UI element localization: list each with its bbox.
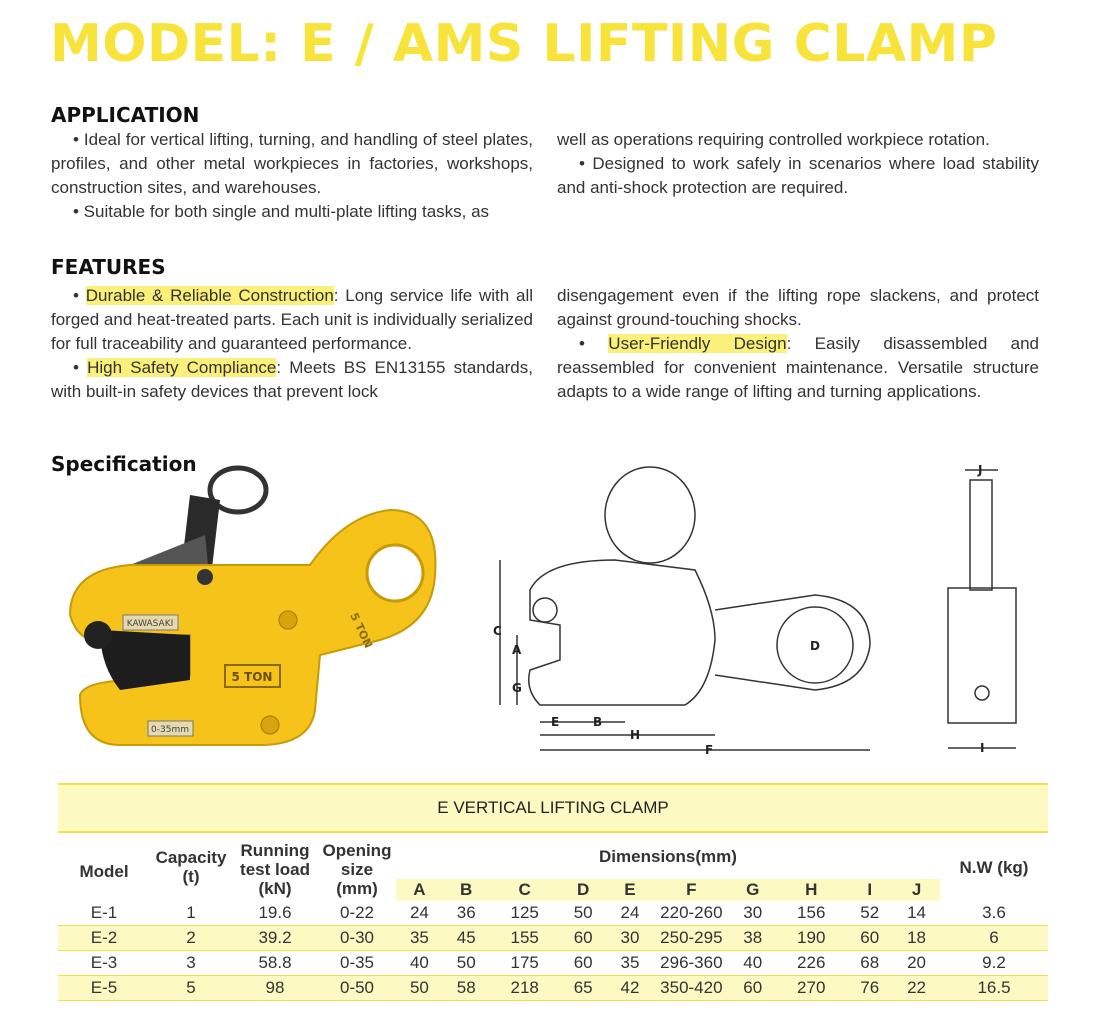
col-header-h: H	[776, 879, 846, 901]
cell-capacity: 5	[150, 976, 232, 1001]
table-caption: E VERTICAL LIFTING CLAMP	[58, 784, 1048, 832]
cell-h: 270	[776, 976, 846, 1001]
cell-capacity: 1	[150, 901, 232, 926]
cell-g: 40	[729, 951, 776, 976]
cell-g: 38	[729, 926, 776, 951]
feature-durable: • Durable & Reliable Construction: Long service life with all forged and heat-treated parts. Each unit is individually serialized for full traceability and guaranteed performance.	[51, 286, 533, 353]
cell-b: 36	[443, 901, 490, 926]
col-header-j: J	[893, 879, 940, 901]
col-header-g: G	[729, 879, 776, 901]
dim-label-g: G	[512, 681, 522, 695]
cell-opening: 0-22	[318, 901, 396, 926]
application-right-column	[557, 128, 1039, 200]
pin-mid	[279, 611, 297, 629]
cell-d: 50	[560, 901, 607, 926]
cell-c: 175	[490, 951, 560, 976]
col-header-i: I	[846, 879, 893, 901]
cell-running: 19.6	[232, 901, 318, 926]
clamp-photo	[60, 455, 450, 765]
cell-model: E-2	[58, 926, 150, 951]
dimension-drawing	[485, 460, 905, 765]
ton-plate-label: 5 TON	[231, 670, 273, 684]
cell-opening: 0-30	[318, 926, 396, 951]
table-row	[58, 976, 1048, 1001]
table-row	[58, 901, 1048, 926]
dim-label-b: B	[593, 715, 603, 729]
side-link	[970, 480, 992, 590]
specification-heading: Specification	[51, 452, 197, 476]
range-plate-label: 0-35mm	[151, 725, 189, 735]
dim-label-j: J	[978, 463, 983, 477]
dim-label-d: D	[810, 639, 820, 653]
dim-label-c: C	[493, 624, 502, 638]
cell-a: 50	[396, 976, 443, 1001]
drawing-body	[529, 560, 715, 705]
cell-e: 35	[607, 951, 654, 976]
col-header-capacity: Capacity (t)	[155, 848, 227, 886]
cell-g: 30	[729, 901, 776, 926]
cell-j: 22	[893, 976, 940, 1001]
cell-capacity: 2	[150, 926, 232, 951]
cell-c: 155	[490, 926, 560, 951]
cell-a: 24	[396, 901, 443, 926]
cell-a: 35	[396, 926, 443, 951]
dim-label-i: I	[980, 741, 985, 755]
dim-label-f: F	[705, 743, 714, 757]
cell-running: 58.8	[232, 951, 318, 976]
pivot-knob	[84, 621, 112, 649]
col-header-c: C	[490, 879, 560, 901]
cell-i: 52	[846, 901, 893, 926]
cell-model: E-5	[58, 976, 150, 1001]
cell-h: 190	[776, 926, 846, 951]
cell-model: E-3	[58, 951, 150, 976]
cell-g: 60	[729, 976, 776, 1001]
cell-e: 24	[607, 901, 654, 926]
cell-b: 58	[443, 976, 490, 1001]
application-bullet-1: • Ideal for vertical lifting, turning, and handling of steel plates, profiles, and other metal workpieces in factories, workshops, construction sites, and warehouses.	[51, 130, 533, 197]
col-header-f: F	[653, 879, 729, 901]
side-body	[948, 588, 1016, 723]
cell-f: 220-260	[653, 901, 729, 926]
feature-userfriendly-text: : Easily disassembled and reassembled for convenient maintenance. Versatile structure adapts to a wide range of lifting and turning applications.	[557, 334, 1039, 401]
table-row	[58, 926, 1048, 951]
cell-b: 45	[443, 926, 490, 951]
features-left-column	[51, 284, 533, 404]
cell-i: 76	[846, 976, 893, 1001]
dim-label-e: E	[551, 715, 560, 729]
application-bullet-3: • Designed to work safely in scenarios where load stability and anti-shock protection are required.	[557, 154, 1039, 197]
dim-label-h: H	[630, 728, 641, 742]
feature-durable-text: : Long service life with all forged and heat-treated parts. Each unit is individually serialized for full traceability and guaranteed performance.	[51, 286, 533, 353]
feature-safety-continued: disengagement even if the lifting rope slackens, and protect against ground-touching shocks.	[557, 286, 1039, 329]
col-header-dimensions: Dimensions(mm)	[599, 846, 737, 866]
col-header-opening: Opening size (mm)	[322, 840, 392, 898]
col-header-model: Model	[79, 861, 129, 881]
feature-safety-title: High Safety Compliance	[87, 358, 277, 377]
cell-c: 125	[490, 901, 560, 926]
pin-bottom	[261, 716, 279, 734]
cell-j: 20	[893, 951, 940, 976]
shackle-hole	[367, 545, 423, 601]
side-ton-label: 5 TON	[347, 610, 375, 651]
cell-f: 250-295	[653, 926, 729, 951]
cell-opening: 0-50	[318, 976, 396, 1001]
pin-top	[197, 569, 213, 585]
features-right-column	[557, 284, 1039, 404]
dim-label-a: A	[512, 643, 522, 657]
cell-c: 218	[490, 976, 560, 1001]
cell-opening: 0-35	[318, 951, 396, 976]
cell-a: 40	[396, 951, 443, 976]
cell-f: 350-420	[653, 976, 729, 1001]
feature-userfriendly-title: User-Friendly Design	[608, 334, 787, 353]
cell-j: 14	[893, 901, 940, 926]
cell-nw: 9.2	[940, 951, 1048, 976]
drawing-ring	[605, 467, 695, 563]
application-bullet-2: • Suitable for both single and multi-plate lifting tasks, as	[73, 202, 490, 221]
drawing-pivot	[533, 598, 557, 622]
cell-e: 30	[607, 926, 654, 951]
spec-table	[58, 783, 1048, 1001]
col-header-e: E	[607, 879, 654, 901]
cell-h: 156	[776, 901, 846, 926]
page-title: MODEL: E / AMS LIFTING CLAMP	[50, 14, 998, 74]
feature-userfriendly: • User-Friendly Design: Easily disassembled and reassembled for convenient maintenance. Versatile structure adapts to a wide range of lifting and turning applications.	[557, 334, 1039, 401]
cell-f: 296-360	[653, 951, 729, 976]
cell-nw: 3.6	[940, 901, 1048, 926]
cell-model: E-1	[58, 901, 150, 926]
features-heading: FEATURES	[51, 255, 166, 279]
cell-nw: 16.5	[940, 976, 1048, 1001]
application-continued: well as operations requiring controlled workpiece rotation.	[557, 130, 990, 149]
application-left-column	[51, 128, 533, 224]
cell-b: 50	[443, 951, 490, 976]
cell-d: 60	[560, 926, 607, 951]
application-heading: APPLICATION	[51, 103, 200, 127]
col-header-b: B	[443, 879, 490, 901]
cell-i: 68	[846, 951, 893, 976]
cell-e: 42	[607, 976, 654, 1001]
cell-d: 65	[560, 976, 607, 1001]
col-header-a: A	[396, 879, 443, 901]
col-header-running: Running test load (kN)	[240, 840, 310, 898]
cell-h: 226	[776, 951, 846, 976]
feature-safety-text: : Meets BS EN13155 standards, with built-in safety devices that prevent lock	[51, 358, 533, 401]
table-row	[58, 951, 1048, 976]
side-bolt	[975, 686, 989, 700]
cell-nw: 6	[940, 926, 1048, 951]
side-drawing	[930, 458, 1030, 763]
col-header-d: D	[560, 879, 607, 901]
cell-running: 39.2	[232, 926, 318, 951]
feature-safety: • High Safety Compliance: Meets BS EN13155 standards, with built-in safety devices that prevent lock	[51, 358, 533, 401]
cell-d: 60	[560, 951, 607, 976]
cell-i: 60	[846, 926, 893, 951]
cell-capacity: 3	[150, 951, 232, 976]
feature-durable-title: Durable & Reliable Construction	[85, 286, 334, 305]
brand-plate-label: KAWASAKI	[126, 619, 174, 629]
cell-running: 98	[232, 976, 318, 1001]
col-header-nw: N.W (kg)	[959, 857, 1029, 877]
cell-j: 18	[893, 926, 940, 951]
